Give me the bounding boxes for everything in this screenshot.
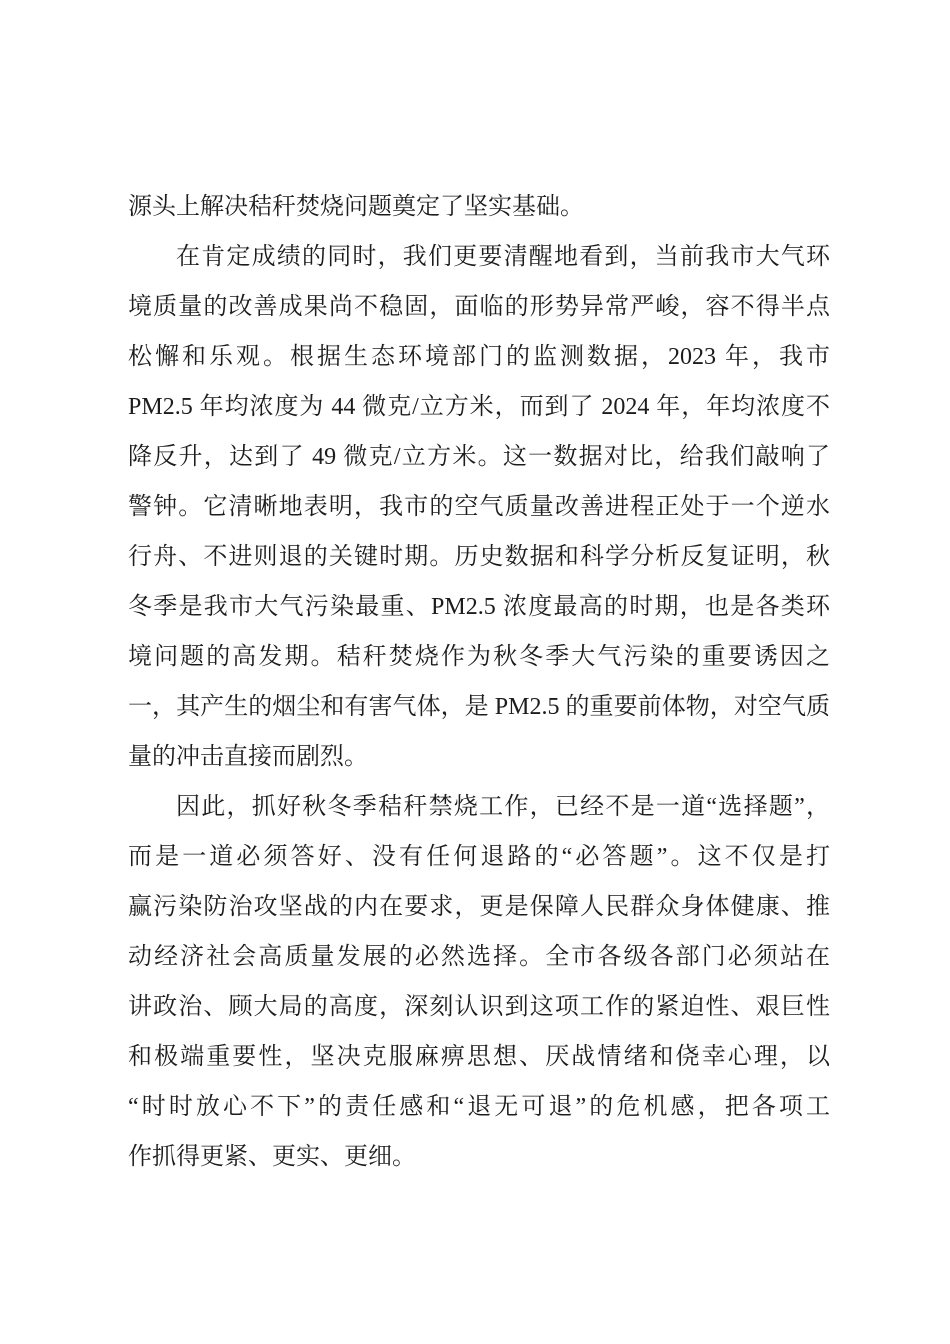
text-line: 松懈和乐观。根据生态环境部门的监测数据，2023 年，我市 bbox=[128, 344, 830, 370]
text-line: PM2.5 年均浓度为 44 微克/立方米，而到了 2024 年，年均浓度不 bbox=[128, 394, 830, 420]
text-line: 赢污染防治攻坚战的内在要求，更是保障人民群众身体健康、推 bbox=[128, 894, 830, 920]
text-line: 一，其产生的烟尘和有害气体，是 PM2.5 的重要前体物，对空气质 bbox=[128, 694, 830, 720]
text-line: 降反升，达到了 49 微克/立方米。这一数据对比，给我们敲响了 bbox=[128, 444, 830, 470]
text-line: 冬季是我市大气污染最重、PM2.5 浓度最高的时期，也是各类环 bbox=[128, 594, 830, 620]
text-line: 在肯定成绩的同时，我们更要清醒地看到，当前我市大气环 bbox=[176, 244, 830, 270]
text-line: 源头上解决秸秆焚烧问题奠定了坚实基础。 bbox=[128, 194, 584, 220]
text-line: 行舟、不进则退的关键时期。历史数据和科学分析反复证明，秋 bbox=[128, 544, 830, 570]
text-line: 境问题的高发期。秸秆焚烧作为秋冬季大气污染的重要诱因之 bbox=[128, 644, 830, 670]
document-body bbox=[128, 182, 830, 1182]
text-line: 作抓得更紧、更实、更细。 bbox=[128, 1144, 416, 1170]
text-line: 讲政治、顾大局的高度，深刻认识到这项工作的紧迫性、艰巨性 bbox=[128, 994, 830, 1020]
text-line: 动经济社会高质量发展的必然选择。全市各级各部门必须站在 bbox=[128, 944, 830, 970]
text-line: “时时放心不下”的责任感和“退无可退”的危机感，把各项工 bbox=[128, 1094, 830, 1120]
text-line: 量的冲击直接而剧烈。 bbox=[128, 744, 368, 770]
text-line: 境质量的改善成果尚不稳固，面临的形势异常严峻，容不得半点 bbox=[128, 294, 830, 320]
text-line: 警钟。它清晰地表明，我市的空气质量改善进程正处于一个逆水 bbox=[128, 494, 830, 520]
text-line: 因此，抓好秋冬季秸秆禁烧工作，已经不是一道“选择题”， bbox=[176, 794, 830, 820]
text-line: 而是一道必须答好、没有任何退路的“必答题”。这不仅是打 bbox=[128, 844, 830, 870]
text-line: 和极端重要性，坚决克服麻痹思想、厌战情绪和侥幸心理，以 bbox=[128, 1044, 830, 1070]
